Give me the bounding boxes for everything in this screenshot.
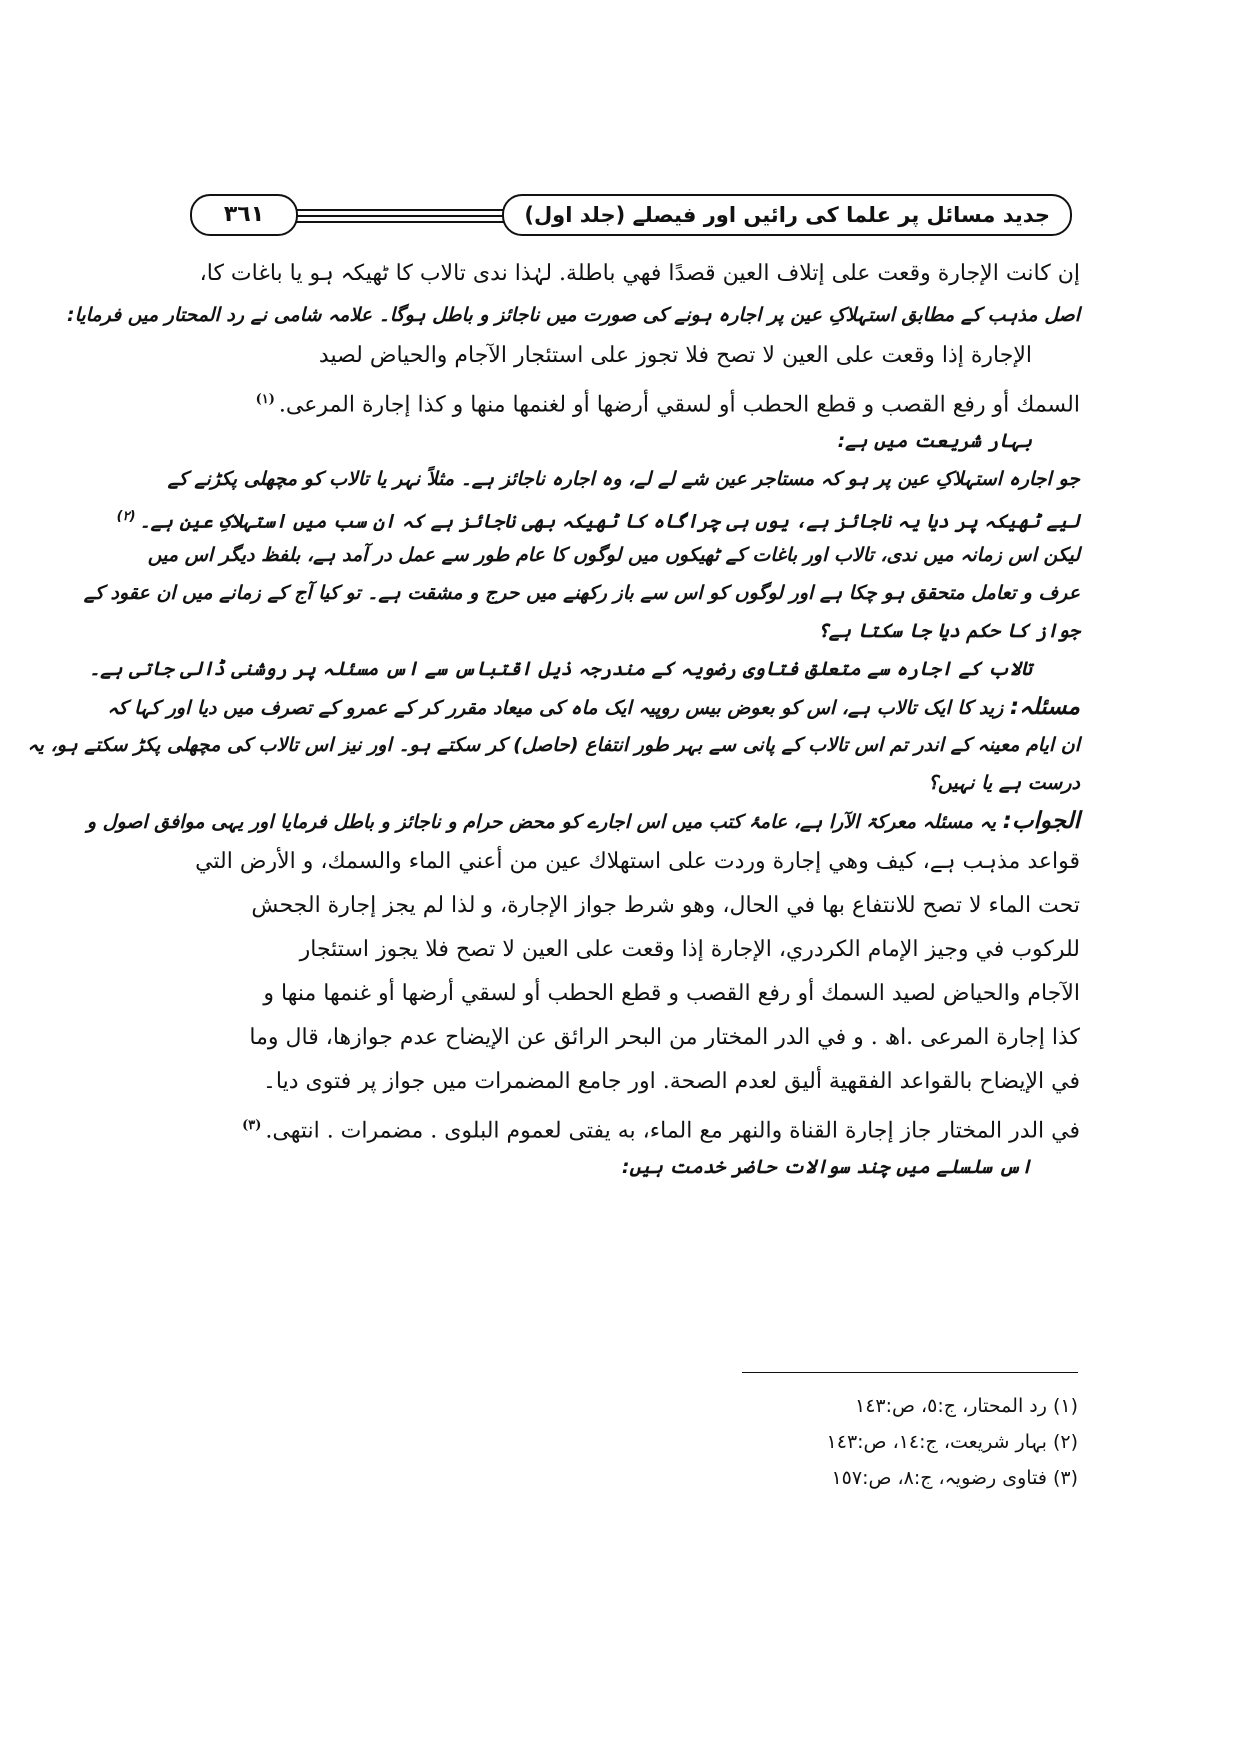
footnotes — [742, 1388, 1078, 1496]
paragraph-line: بہار شریعت میں ہے: — [837, 430, 1032, 452]
footnote-divider — [742, 1372, 1078, 1373]
paragraph-line: لیکن اس زمانہ میں ندی، تالاب اور باغات کے ٹھیکوں میں لوگوں کا عام طور سے عمل در آمد ہے، بلفظ دیگر اس میں — [147, 544, 1080, 566]
page-number: ٣٦١ — [190, 194, 298, 236]
paragraph-line: اس سلسلے میں چند سوالات حاضر خدمت ہیں: — [621, 1156, 1032, 1178]
page-body — [27, 252, 1080, 1186]
quotation-line: السمك أو رفع القصب و قطع الحطب أو لسقي أرضها أو لغنمها منها و كذا إجارة المرعى.$^{(١)}$ — [255, 392, 1080, 418]
answer-line: في الدر المختار جاز إجارة القناة والنهر مع الماء، به يفتى لعموم البلوى . مضمرات . انتهى.$^{(٣)}$ — [242, 1118, 1080, 1144]
question-line: مسئلہ: زید کا ایک تالاب ہے، اس کو بعوض بیس روپیہ ایک ماہ کی میعاد مقرر کر کے عمرو کے تصرف میں دیا اور کہا کہ — [107, 694, 1080, 720]
answer-line: في الإيضاح بالقواعد الفقهية أليق لعدم الصحة. اور جامع المضمرات میں جواز پر فتوی دیا۔ — [263, 1069, 1080, 1094]
footnote-marker: (٢) — [116, 509, 136, 524]
answer-line: الآجام والحياض لصيد السمك أو رفع القصب و قطع الحطب أو لسقي أرضها أو غنمها منها و — [263, 981, 1080, 1006]
paragraph-line: جو اجارہ استہلاکِ عین پر ہو کہ مستاجر عین شے لے لے، وہ اجارہ ناجائز ہے۔ مثلاً نہر یا تالاب کو مچھلی پکڑنے کے — [167, 468, 1080, 490]
answer-line: كذا إجارة المرعى .اھ . و في الدر المختار من البحر الرائق عن الإيضاح عدم جوازها، قال وما — [249, 1025, 1080, 1050]
question-line: درست ہے یا نہیں؟ — [927, 772, 1080, 794]
paragraph-line: اصل مذہب کے مطابق استہلاکِ عین پر اجارہ ہونے کی صورت میں ناجائز و باطل ہوگا۔ علامہ شامی نے رد المحتار میں فرمایا: — [66, 304, 1080, 326]
question-line: ان ایام معینہ کے اندر تم اس تالاب کے پانی سے بہر طور انتفاع (حاصل) کر سکتے ہو۔ اور نیز اس تالاب کی مچھلی پکڑ سکتے ہو، یہ — [27, 734, 1080, 756]
answer-line: الجواب: یہ مسئلہ معرکۃ الآرا ہے، عامۂ کتب میں اس اجارے کو محض حرام و ناجائز و باطل فرمایا اور یہی موافق اصول و — [86, 808, 1080, 834]
paragraph-line: لیے ٹھیکہ پر دیا یہ ناجائز ہے، یوں ہی چراگاہ کا ٹھیکہ بھی ناجائز ہے کہ ان سب میں استہلاکِ عین ہے۔$^{(٢)}$ — [116, 509, 1080, 533]
footnote: (١) رد المحتار، ج:٥، ص:١٤٣ — [854, 1395, 1078, 1417]
quotation-line: الإجارة إذا وقعت على العين لا تصح فلا تجوز على استئجار الآجام والحياض لصيد — [318, 343, 1032, 368]
footnote: (٢) بہار شریعت، ج:١٤، ص:١٤٣ — [826, 1431, 1078, 1453]
paragraph-line: إن كانت الإجارة وقعت على إتلاف العين قصدًا فهي باطلة. لہٰذا ندی تالاب کا ٹھیکہ ہو یا باغات کا، — [199, 261, 1080, 286]
answer-line: تحت الماء لا تصح للانتفاع بها في الحال، وهو شرط جواز الإجارة، و لذا لم يجز إجارة الجحش — [251, 893, 1080, 918]
answer-line: للركوب في وجيز الإمام الكردري، الإجارة إذا وقعت على العين لا تصح فلا يجوز استئجار — [299, 937, 1080, 962]
answer-line: قواعد مذہب ہے، كيف وهي إجارة وردت على استهلاك عين من أعني الماء والسمك، و الأرض التي — [195, 849, 1080, 874]
paragraph-line: تالاب کے اجارہ سے متعلق فتاوی رضویہ کے مندرجہ ذیل اقتباس سے اس مسئلہ پر روشنی ڈالی جاتی ہے۔ — [89, 658, 1032, 680]
question-label: مسئلہ: — [1009, 694, 1080, 720]
footnote-marker: (٣) — [242, 1118, 262, 1133]
paragraph-line: عرف و تعامل متحقق ہو چکا ہے اور لوگوں کو اس سے باز رکھنے میں حرج و مشقت ہے۔ تو کیا آج کے زمانے میں ان عقود کے — [83, 582, 1080, 604]
paragraph-line: جواز کا حکم دیا جا سکتا ہے؟ — [817, 620, 1080, 642]
footnote-marker: (١) — [255, 392, 275, 407]
page-header — [186, 188, 1080, 242]
running-title: جدید مسائل پر علما کی رائیں اور فیصلے (جلد اول) — [502, 194, 1072, 236]
answer-label: الجواب: — [1002, 808, 1080, 834]
footnote: (٣) فتاوی رضویہ، ج:٨، ص:١٥٧ — [831, 1467, 1078, 1489]
